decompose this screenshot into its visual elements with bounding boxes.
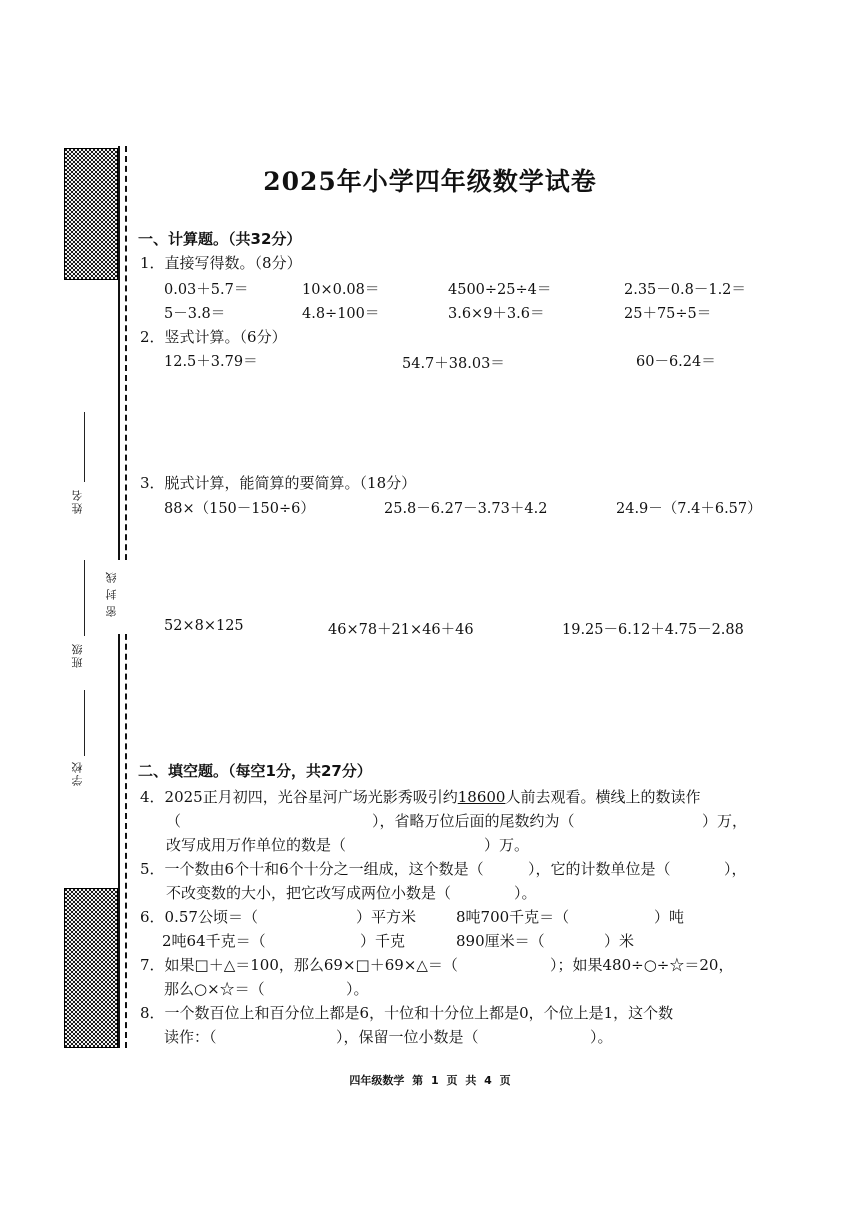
q1-item: 5－3.8＝ [164, 306, 226, 322]
class-label: 班级 [71, 642, 84, 668]
section1-header: 一、计算题。（共32分） [138, 230, 302, 248]
class-underline [84, 560, 85, 636]
q1-item: 3.6×9＋3.6＝ [448, 306, 545, 322]
q5-text: ）。 [514, 884, 537, 902]
q5-text: 5．一个数由6个十和6个十分之一组成，这个数是（ [140, 860, 484, 878]
binding-hatch-bottom [64, 888, 118, 1048]
q4-underlined-number: 18600 [457, 788, 506, 806]
q2-item: 12.5＋3.79＝ [164, 354, 258, 370]
name-underline [84, 412, 85, 482]
q1-prompt: 1．直接写得数。（8分） [140, 254, 302, 272]
q6-text: 6．0.57公顷＝（ [140, 908, 258, 926]
q3-item: 24.9－（7.4＋6.57） [616, 501, 762, 517]
q4-line1 [140, 786, 700, 807]
q6-text: 890厘米＝（ [456, 932, 545, 950]
page-footer: 四年级数学 第 1 页 共 4 页 [349, 1074, 511, 1087]
q6-text: ）米 [604, 932, 635, 950]
q5-text: 不改变数的大小，把它改写成两位小数是（ [166, 884, 452, 902]
q3-item: 25.8－6.27－3.73＋4.2 [384, 501, 548, 517]
q3-item: 88×（150－150÷6） [164, 501, 315, 517]
q1-item: 25＋75÷5＝ [624, 306, 712, 322]
school-underline [84, 690, 85, 756]
q8-text: ）。 [590, 1028, 613, 1046]
q3-item: 46×78＋21×46＋46 [328, 622, 474, 638]
q6-text: 8吨700千克＝（ [456, 908, 570, 926]
q4-text: ），省略万位后面的尾数约为（ [372, 812, 575, 830]
q4-text: （ [166, 812, 182, 830]
q7-text: ）；如果480÷○÷☆＝20， [550, 956, 734, 974]
q2-item: 60－6.24＝ [636, 354, 716, 370]
name-label: 姓名 [71, 488, 84, 514]
q1-item: 0.03＋5.7＝ [164, 282, 249, 298]
school-field[interactable] [70, 690, 100, 796]
q7-text: ）。 [346, 980, 369, 998]
q7-text: 那么○×☆＝（ [164, 980, 265, 998]
q4-text: ）万。 [484, 836, 530, 854]
q8-text: 读作：（ [164, 1028, 217, 1046]
q3-item: 19.25－6.12＋4.75－2.88 [562, 622, 744, 638]
section2-header: 二、填空题。（每空1分，共27分） [138, 762, 372, 780]
q4-text: 4．2025正月初四，光谷星河广场光影秀吸引约 [140, 788, 458, 806]
q1-item: 10×0.08＝ [302, 282, 380, 298]
seal-line-field [104, 560, 134, 634]
q3-prompt: 3．脱式计算，能简算的要简算。（18分） [140, 474, 417, 492]
name-field[interactable] [70, 412, 100, 524]
q1-item: 4.8÷100＝ [302, 306, 380, 322]
q3-item: 52×8×125 [164, 618, 244, 634]
q6-text: ）千克 [360, 932, 406, 950]
seal-line-label: 密封线 [105, 566, 118, 617]
q8-line1: 8．一个数百位上和百分位上都是6，十位和十分位上都是0，个位上是1，这个数 [140, 1004, 674, 1022]
school-label: 学校 [71, 760, 84, 786]
q6-text: ）平方米 [356, 908, 417, 926]
q6-text: ）吨 [654, 908, 685, 926]
class-field[interactable] [70, 560, 100, 680]
q4-text: ）万， [702, 812, 748, 830]
q2-prompt: 2．竖式计算。（6分） [140, 328, 287, 346]
q1-item: 4500÷25÷4＝ [448, 282, 552, 298]
q1-item: 2.35－0.8－1.2＝ [624, 282, 746, 298]
q6-text: 2吨64千克＝（ [162, 932, 266, 950]
q5-text: ），它的计数单位是（ [528, 860, 671, 878]
q8-text: ），保留一位小数是（ [336, 1028, 479, 1046]
q7-text: 7．如果□＋△＝100，那么69×□＋69×△＝（ [140, 956, 458, 974]
q2-item: 54.7＋38.03＝ [402, 356, 505, 372]
q5-text: ）， [724, 860, 747, 878]
page-title: 2025年小学四年级数学试卷 [263, 167, 597, 196]
q4-text: 改写成用万作单位的数是（ [166, 836, 347, 854]
q4-text: 人前去观看。横线上的数读作 [505, 788, 701, 806]
